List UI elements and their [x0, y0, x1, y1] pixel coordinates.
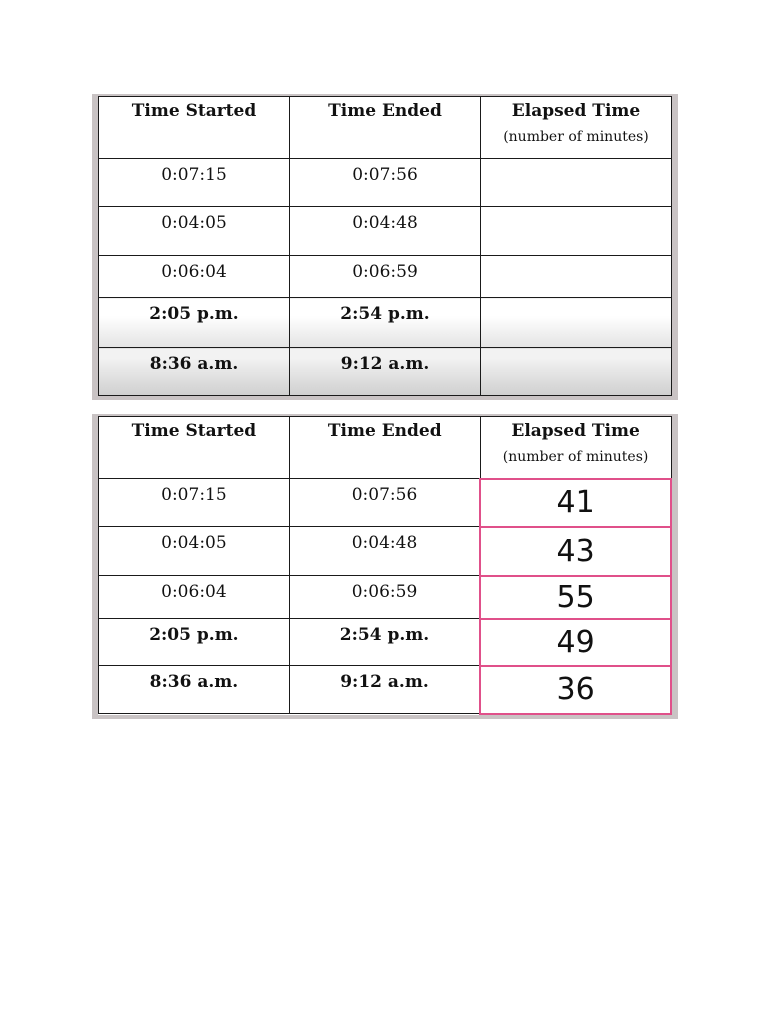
header-time-ended: Time Ended	[290, 97, 481, 159]
end-cell: 2:54 p.m.	[290, 298, 481, 348]
end-cell: 0:07:56	[289, 479, 480, 527]
start-cell: 2:05 p.m.	[99, 619, 290, 666]
elapsed-blank-cell[interactable]	[481, 348, 672, 396]
table-row	[99, 298, 672, 348]
end-cell: 0:04:48	[289, 527, 480, 576]
header-elapsed-label: Elapsed Time	[511, 421, 640, 441]
elapsed-blank-cell[interactable]	[481, 207, 672, 256]
start-cell: 8:36 a.m.	[99, 348, 290, 396]
header-time-started: Time Started	[99, 97, 290, 159]
blank-worksheet	[92, 94, 678, 400]
elapsed-answer-cell: 43	[480, 527, 671, 576]
end-cell: 0:06:59	[289, 576, 480, 619]
header-time-started: Time Started	[99, 417, 290, 479]
start-cell: 2:05 p.m.	[99, 298, 290, 348]
elapsed-answer-cell: 49	[480, 619, 671, 666]
end-cell: 0:04:48	[290, 207, 481, 256]
answer-worksheet	[92, 414, 678, 719]
elapsed-blank-cell[interactable]	[481, 256, 672, 298]
start-cell: 0:06:04	[99, 576, 290, 619]
table-row	[99, 159, 672, 207]
start-cell: 0:04:05	[99, 207, 290, 256]
elapsed-blank-cell[interactable]	[481, 298, 672, 348]
blank-elapsed-time-table	[98, 96, 672, 396]
elapsed-answer-cell: 55	[480, 576, 671, 619]
header-elapsed-sub: (number of minutes)	[503, 129, 649, 145]
header-elapsed-time	[480, 417, 671, 479]
table-row	[99, 619, 672, 666]
header-row	[99, 97, 672, 159]
header-time-ended: Time Ended	[289, 417, 480, 479]
table-row	[99, 576, 672, 619]
table-row	[99, 256, 672, 298]
end-cell: 2:54 p.m.	[289, 619, 480, 666]
start-cell: 0:06:04	[99, 256, 290, 298]
header-elapsed-time	[481, 97, 672, 159]
table-row	[99, 666, 672, 714]
elapsed-answer-cell: 36	[480, 666, 671, 714]
table-row	[99, 348, 672, 396]
answer-elapsed-time-table	[98, 416, 672, 715]
table-row	[99, 527, 672, 576]
end-cell: 9:12 a.m.	[289, 666, 480, 714]
header-elapsed-label: Elapsed Time	[511, 101, 641, 121]
end-cell: 0:07:56	[290, 159, 481, 207]
start-cell: 8:36 a.m.	[99, 666, 290, 714]
header-elapsed-sub: (number of minutes)	[502, 449, 649, 465]
table-row	[99, 207, 672, 256]
elapsed-blank-cell[interactable]	[481, 159, 672, 207]
start-cell: 0:07:15	[99, 159, 290, 207]
start-cell: 0:07:15	[99, 479, 290, 527]
header-row	[99, 417, 672, 479]
end-cell: 0:06:59	[290, 256, 481, 298]
elapsed-answer-cell: 41	[480, 479, 671, 527]
end-cell: 9:12 a.m.	[290, 348, 481, 396]
table-row	[99, 479, 672, 527]
start-cell: 0:04:05	[99, 527, 290, 576]
